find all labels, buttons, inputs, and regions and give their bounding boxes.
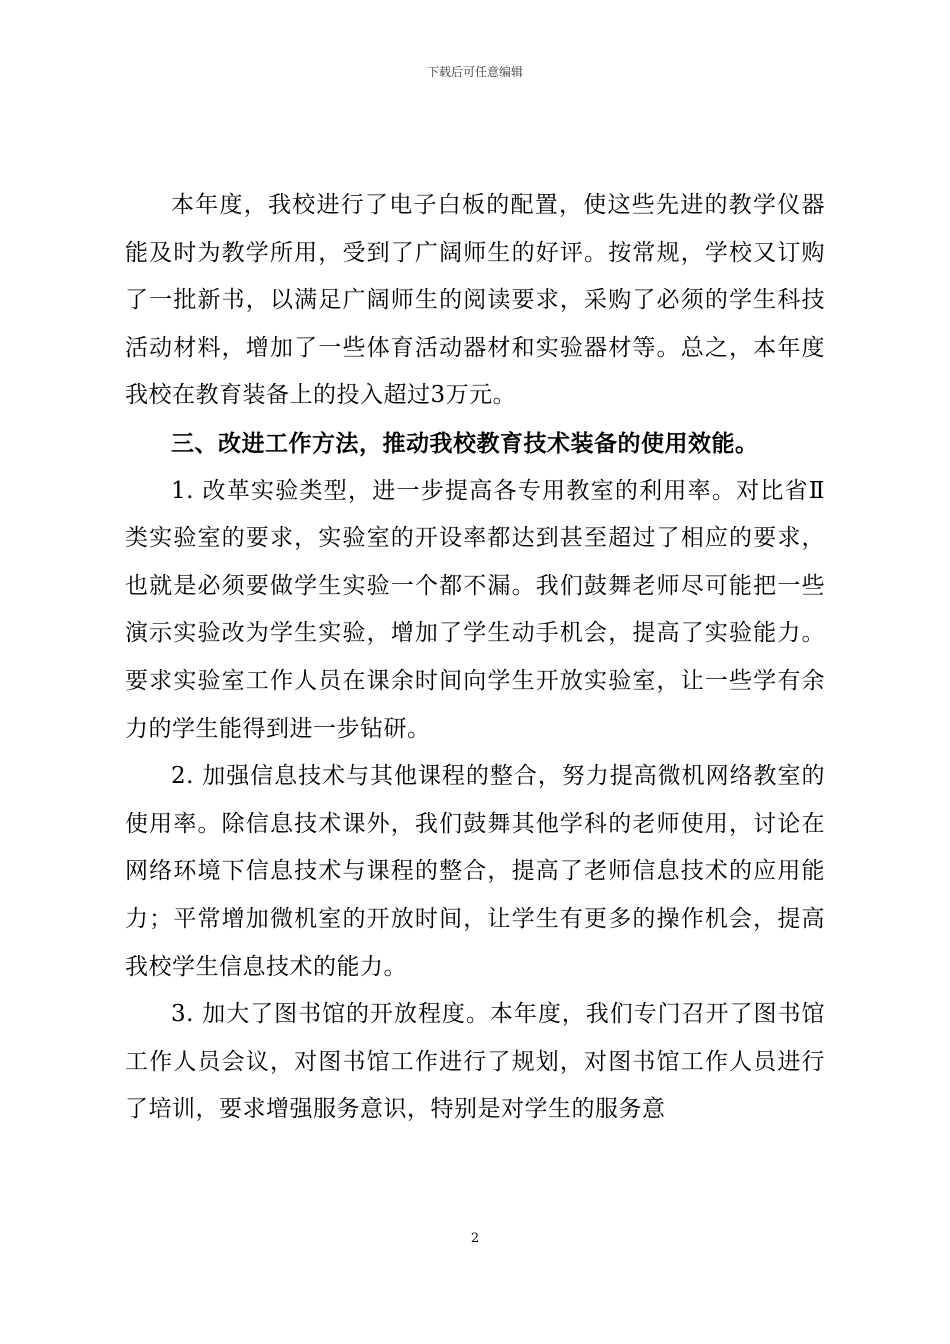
- section-heading-improve-methods: 三、改进工作方法，推动我校教育技术装备的使用效能。: [171, 429, 759, 457]
- paragraph-it-integration: 2. 加强信息技术与其他课程的整合，努力提高微机网络教室的使用率。除信息技术课外，我们鼓舞其他学科的老师使用，讨论在网络环境下信息技术与课程的整合，提高了老师信息技术的应用能力；平常增加微机室的开放时间，让学生有更多的操作机会，提高我校学生信息技术的能力。: [125, 763, 825, 980]
- page-number: 2: [470, 1231, 480, 1246]
- paragraph-experiment-reform: 1. 改革实验类型，进一步提高各专用教室的利用率。对比省Ⅱ类实验室的要求，实验室的开设率都达到甚至超过了相应的要求，也就是必须要做学生实验一个都不漏。我们鼓舞老师尽可能把一些演示实验改为学生实验，增加了学生动手机会，提高了实验能力。要求实验室工作人员在课余时间向学生开放实验室，让一些学有余力的学生能得到进一步钻研。: [125, 477, 825, 742]
- paragraph-library-opening: 3. 加大了图书馆的开放程度。本年度，我们专门召开了图书馆工作人员会议，对图书馆工作进行了规划，对图书馆工作人员进行了培训，要求增强服务意识，特别是对学生的服务意: [125, 1001, 825, 1123]
- document-body: [125, 182, 825, 1134]
- paragraph-equipment-investment: 本年度，我校进行了电子白板的配置，使这些先进的教学仪器能及时为教学所用，受到了广阔师生的好评。按常规，学校又订购了一批新书，以满足广阔师生的阅读要求，采购了必须的学生科技活动材料，增加了一些体育活动器材和实验器材等。总之，本年度我校在教育装备上的投入超过3万元。: [125, 192, 825, 409]
- page-header: 下载后可任意编辑: [426, 65, 523, 79]
